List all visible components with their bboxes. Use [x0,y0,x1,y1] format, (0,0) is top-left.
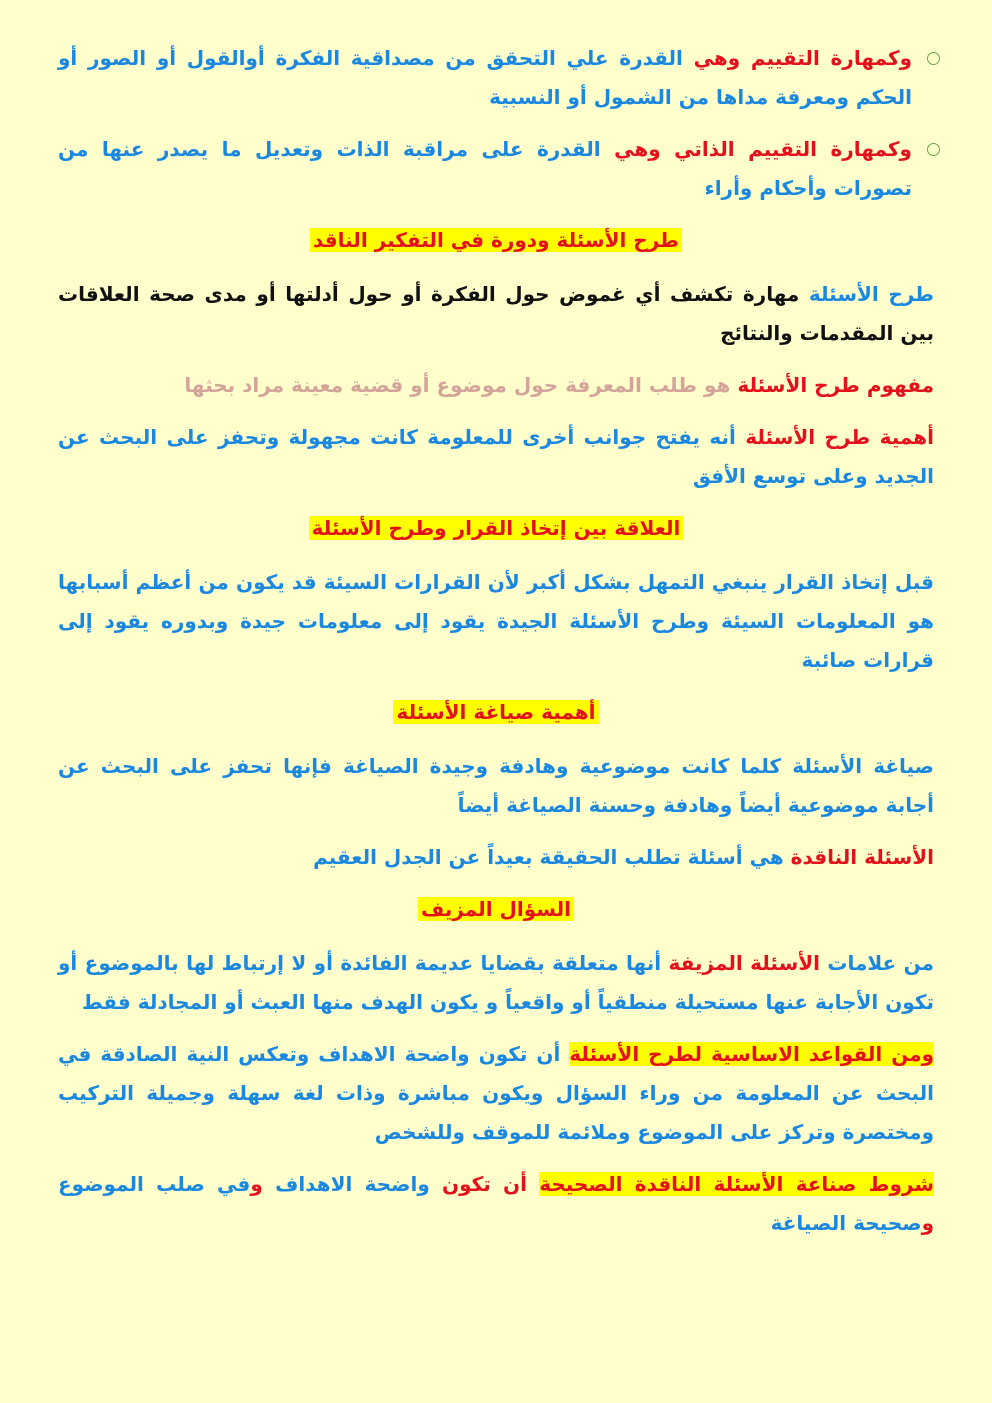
text-questioning-concept: هو طلب المعرفة حول موضوع أو قضية معينة مراد بحثها [184,373,738,397]
term-questioning: طرح الأسئلة [808,282,935,306]
bullet-self-evaluation-skill [58,130,934,208]
term-self-evaluation: وكمهارة التقييم الذاتي وهي [614,137,912,161]
text-critical-questions: هي أسئلة تطلب الحقيقة بعيداً عن الجدل العقيم [313,845,791,869]
text-conditions-blue-1: واضحة الاهداف [262,1172,443,1196]
para-decision-relation: قبل إتخاذ القرار ينبغي التمهل بشكل أكبر لأن القرارات السيئة قد يكون من أعظم أسبابها هو المعلومات السيئة وطرح الأسئلة الجيدة يقود إلى معلومات جيدة وبدوره يقود إلى قرارات صائبة [58,570,934,672]
para-fake-questions [58,944,934,1022]
circle-bullet-icon [927,143,940,156]
term-conditions: شروط صناعة الأسئلة الناقدة الصحيحة [539,1172,934,1196]
heading-questioning-role [58,221,934,260]
text-self-evaluation: القدرة على مراقبة الذات وتعديل ما يصدر عنها من تصورات وأحكام وأراء [58,137,912,200]
para-critical-questions [58,838,934,877]
para-conditions [58,1165,934,1243]
text-evaluation: القدرة علي التحقق من مصداقية الفكرة أوالقول أو الصور أو الحكم ومعرفة مداها من الشمول أو النسبية [58,46,912,109]
term-basic-rules: ومن القواعد الاساسية لطرح الأسئلة [569,1042,935,1066]
text-conditions-blue-2: في صلب الموضوع [58,1172,251,1196]
para-basic-rules [58,1035,934,1152]
para-questioning-importance [58,418,934,496]
term-questioning-concept: مفهوم طرح الأسئلة [737,373,934,397]
circle-bullet-icon [927,52,940,65]
text-conditions-red-3: و [921,1211,934,1235]
bullet-evaluation-skill [58,39,934,117]
term-questioning-importance: أهمية طرح الأسئلة [745,425,934,449]
text-questioning-importance: أنه يفتح جوانب أخرى للمعلومة كانت مجهولة وتحفز على البحث عن الجديد وعلى توسع الأفق [58,425,934,488]
text-conditions-blue-3: صحيحة الصياغة [770,1211,922,1235]
heading-questioning-role-text: طرح الأسئلة ودورة في التفكير الناقد [310,228,682,252]
para-formulation: صياغة الأسئلة كلما كانت موضوعية وهادفة وجيدة الصياغة فإنها تحفز على البحث عن أجابة موضوعية أيضاً وهادفة وحسنة الصياغة أيضاً [58,754,934,817]
text-fake-questions: أنها متعلقة بقضايا عديمة الفائدة أو لا إرتباط لها بالموضوع أو تكون الأجابة عنها مستحيلة منطقياً أو واقعياً و يكون الهدف منها العبث أو المجادلة فقط [58,951,934,1014]
heading-fake-question-text: السؤال المزيف [418,897,574,921]
para-questioning-concept [58,366,934,405]
heading-formulation-importance [58,693,934,732]
text-fake-intro: من علامات [819,951,934,975]
text-basic-rules: أن تكون واضحة الاهداف وتعكس النية الصادقة في البحث عن المعلومة من وراء السؤال ويكون مباشرة وذات لغة سهلة وجميلة التركيب ومختصرة وتركز على الموضوع وملائمة للموقف وللشخص [58,1042,934,1144]
text-conditions-red-1: أن تكون [442,1172,540,1196]
para-questioning-definition [58,275,934,353]
text-questioning: مهارة تكشف أي غموض حول الفكرة أو حول أدلتها أو مدى صحة العلاقات بين المقدمات والنتائج [58,282,934,345]
text-conditions-red-2: و [250,1172,263,1196]
heading-decision-relation [58,509,934,548]
term-evaluation: وكمهارة التقييم وهي [693,46,912,70]
heading-decision-relation-text: العلاقة بين إتخاذ القرار وطرح الأسئلة [309,516,684,540]
heading-formulation-importance-text: أهمية صياغة الأسئلة [393,700,598,724]
term-critical-questions: الأسئلة الناقدة [790,845,934,869]
heading-fake-question [58,890,934,929]
term-fake-questions: الأسئلة المزيفة [668,951,820,975]
